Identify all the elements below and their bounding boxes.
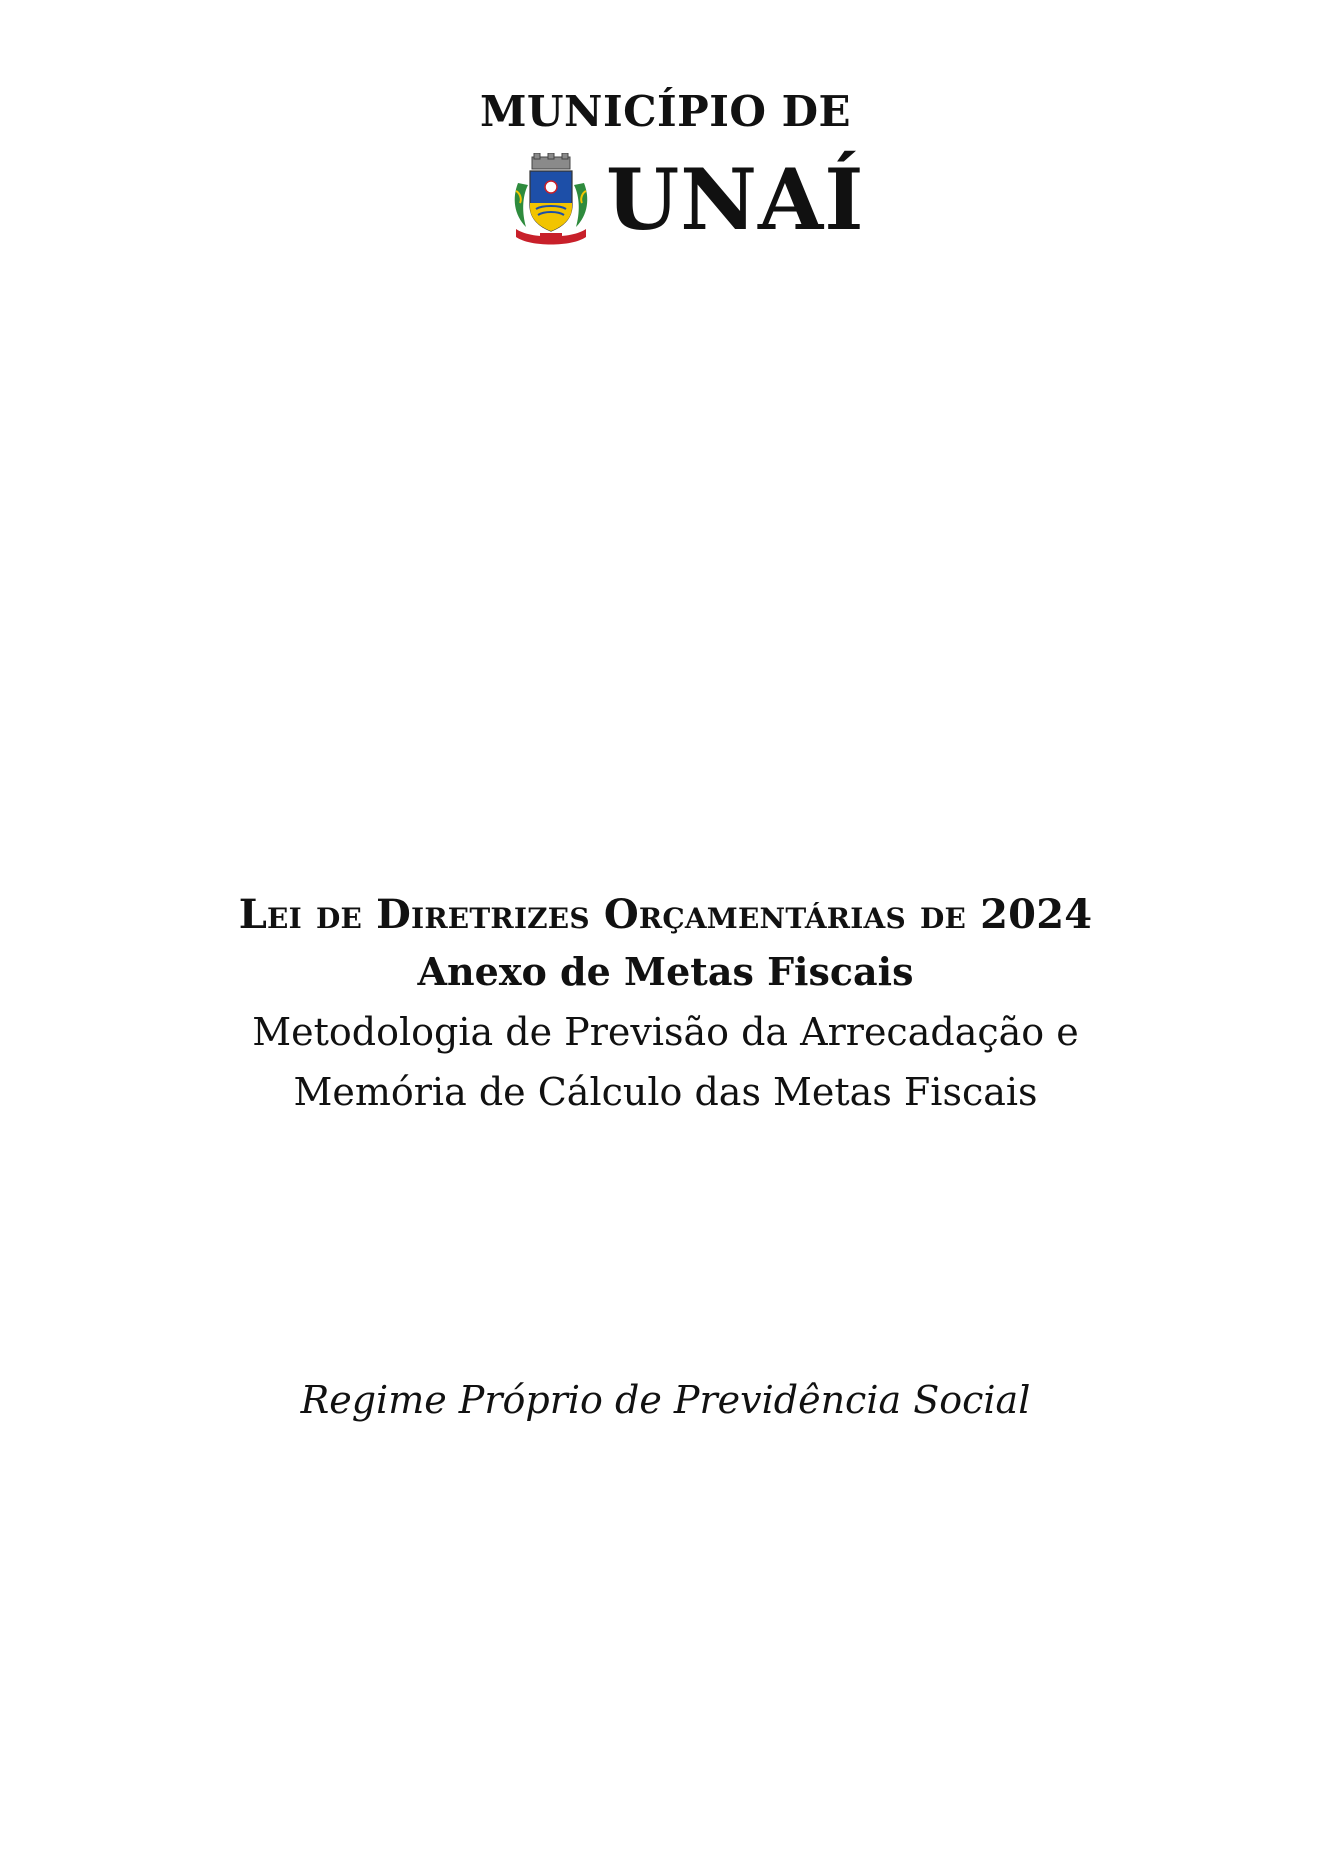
city-logo-row	[510, 150, 865, 250]
title-block	[0, 888, 1331, 1122]
law-title: Lei de Diretrizes Orçamentárias de 2024	[238, 891, 1093, 938]
methodology-line-2: Memória de Cálculo das Metas Fiscais	[293, 1070, 1038, 1114]
annex-title: Anexo de Metas Fiscais	[417, 949, 914, 994]
city-name: UNAÍ	[606, 150, 865, 249]
municipio-label: MUNICÍPIO DE	[479, 87, 852, 136]
methodology-line-1: Metodologia de Previsão da Arrecadação e	[252, 1010, 1079, 1054]
regime-subtitle: Regime Próprio de Previdência Social	[300, 1378, 1031, 1422]
logo-header	[0, 88, 1331, 136]
coat-of-arms-icon	[510, 153, 592, 247]
